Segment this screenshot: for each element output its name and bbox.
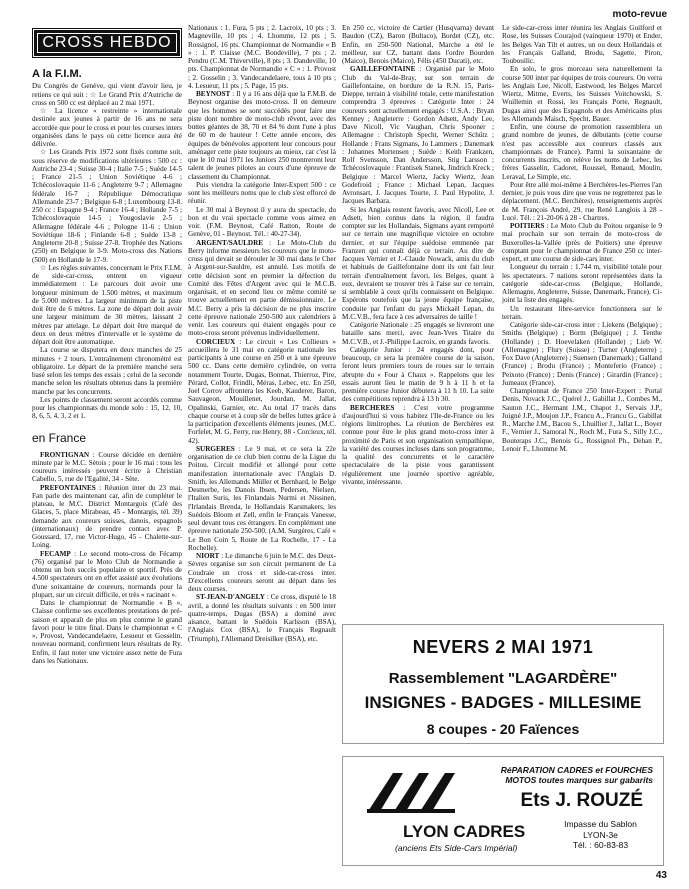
paragraph-text: : Il y a 16 ans déjà que la F.M.B. de Beynost organise des moto-cross. Il en demeure que les hommes se sont succédés pour faire une piste dont nombre de moto-club rêvent, avec des buttes géantes de 38, 70 et 84 % dont l'une à plus de 60 m de hauteur ! Cette année encore, des équipes de bénévoles apportent leur concours pour aménager cette piste toujours au mieux, car c'est là que le 10 mai 1971 les Juniors 250 montreront leur talent de jeunes pilotes au cours d'une épreuve de classement du Championnat. bbox=[188, 90, 336, 181]
paragraph bbox=[342, 206, 494, 322]
paragraph bbox=[188, 445, 336, 552]
cross-hebdo-banner bbox=[34, 30, 180, 56]
paragraph-text: Pour être allé moi-même à Berchères-les-Pierres l'an dernier, je puis vous dire que vous ne regretterez pas le déplacement. (M.C. Berchères), renseignements auprès de M. François André, 29, rue René Langlois à 28 - Lucé. Tél. : 21-20-06 à 28 - Chartres. bbox=[502, 180, 662, 222]
paragraph-text: Un restaurant libre-service fonctionnera sur le terrain. bbox=[502, 304, 662, 321]
paragraph-text: Enfin, une course de promotion rassemblera un grand nombre de jeunes, de débutants (cette course n'est pas accessible aux coureurs classés aux championnats de France). Parmi la soixantaine de concurrents inscrits, on relève les noms de Lebec, les frères Gasselin, Cadoret, Roussel, Renaud, Moulin, Leraval, Le Simple, etc. bbox=[502, 123, 662, 181]
banner-title: CROSS HEBDO bbox=[37, 33, 176, 53]
owner-name: Ets J. ROUZÉ bbox=[520, 790, 643, 811]
location-keyword: POITIERS bbox=[510, 222, 545, 230]
address bbox=[543, 819, 658, 851]
paragraph: ☆ Les Grands Prix 1972 sont fixés comme suit, sous réserve de modifications ultérieures : 500 cc : Autriche 23-4 ; Suisse 30-4 ; Italie 7-5 ; Suède 14-5 ; France 21-5 ; Union Soviétique 4-6 ; Tchécoslovaquie 11-6 ; Angleterre 9-7 ; Allemagne fédérale 16-7 ; République Démocratique Allemande 23-7 ; Belgique 6-8 ; Luxembourg 13-8. 250 cc : Espagne 9-4 ; France 16-4 ; Hollande 7-5 ; Tchécoslovaquie 14-5 ; Yougoslavie 2-5 ; Allemagne fédérale 4-6 ; Pologne 11-6 ; Union Soviétique 18-6 ; Finlande 6-8 ; Suède 13-8 ; Angleterre 20-8 ; Suisse 27-8. Trophée des Nations (250) en Belgique le 3-9. Moto-cross des Nations (500) en Hollande le 17-9. bbox=[32, 148, 182, 264]
fim-paragraphs bbox=[32, 82, 182, 420]
paragraph: Les points de classement seront accordés comme pour les championnats du monde solo : 15, 12, 10, 8, 6, 5, 4, 3, 2 et 1. bbox=[32, 395, 182, 421]
paragraph bbox=[502, 305, 662, 322]
paragraph: La course se disputera en deux manches de 25 minutes + 2 tours. L'entraînement chronométré est obligatoire. Le départ de la première manche sera basé selon les temps des essais ; celui de la seconde manche selon les résultats obtenus dans la première manche par les concurrents. bbox=[32, 346, 182, 396]
paragraph-text: Nationaux : 1. Fura, 5 pts ; 2. Lacroix, 10 pts ; 3. Magneville, 10 pts ; 4. Lhomme, 12 pts ; 5. Rossignol, 16 pts. Championnat de Normandie « B » : 1. P. Claisse (M.C. Bondeville), 7 pts ; 2. Pendru (C.M. Thiverville), 8 pts ; 3. Dandeville, 10 pts. Championnat de Normandie « C » : 1. Provost ; 2. Gosselin ; 3. Vandecandelaere, tous à 10 pts ; 4. Lesueur, 11 pts ; 5. Page, 15 pts. bbox=[188, 24, 336, 90]
paragraph-text: : C'est votre programme d'aujourd'hui si vous habitez l'Ile-de-France ou les régions limitrophes. La réunion de Berchères est connue pour être le plus grand moto-cross inter à proximité de Paris et son organisation sympathique, la variété des courses incluses dans son programme, la qualité des concurrents et le caractère spectaculaire de la piste vous garantissent régulièrement une journée sportive agréable, vivante, intéressante. bbox=[342, 403, 494, 486]
paragraph-text: Dans le championnat de Normandie « B », Claisse confirme ses excellentes prestations de pré-saison et apparaît de plus en plus comme le grand favori pour le titre final. Dans le championnat « C », Provost, Vandecandelaere, Lesueur et Gosselin, nouveau normand, confirment leurs résultats de Ry. Enfin, il faut noter une victoire assez nette de Fura dans les Nationaux. bbox=[32, 599, 182, 665]
en-france-heading: en France bbox=[32, 430, 87, 445]
column-4 bbox=[502, 24, 662, 620]
paragraph-text: En 250 cc, victoire de Cartier (Husqvarna) devant Baudon (CZ), Baron (Bultaco), Bordet (CZ), etc. Enfin, en 250-500 National, Marche a été le meilleur, sur CZ, battant dans l'ordre Bourden (Maico), Benois (Maico), Félis (450 Ducati), etc. bbox=[342, 24, 494, 65]
location-keyword: BERCHERES bbox=[350, 403, 395, 412]
paragraph-text: : Réunion inter du 23 mai. Fan parle des maintenant car, afin de compléter le plateau, le M.C. District Montargois (Café des Glaces, 5, place Mirabeau, 45 - Montargis, tél. 39) demande aux coureurs suisses, danois, espagnols (internationaux) de prendre contact avec P. Goussard, 17, rue Victor-Hugo, 45 - Chalette-sur-Loing. bbox=[32, 483, 182, 550]
paragraph-text: Le 30 mai à Beynost il y aura du spectacle, du bon et du vrai spectacle comme vous aimez en voir. (F.M. Beynost, Café Ratton, Route de Genève, 01 - Beynost. Tél. : 40-27-34). bbox=[188, 205, 336, 239]
column-1 bbox=[32, 24, 182, 869]
paragraph-text: : Le second moto-cross de Fécamp (76) organisé par le Moto Club de Normandie a obtenu un bon succès populaire et sportif. Près de 4.500 spectateurs ont en effet assisté aux évolutions d'une soixantaine de coureurs, normands pour la plupart, sur un circuit difficile, et très « racinant ». bbox=[32, 549, 182, 599]
lyon-cadres-logo-icon bbox=[363, 769, 463, 817]
paragraph bbox=[188, 181, 336, 206]
location-keyword: FECAMP bbox=[40, 549, 71, 558]
column-3 bbox=[342, 24, 494, 620]
ad-date: NEVERS 2 MAI 1971 bbox=[412, 637, 594, 657]
paragraph bbox=[502, 222, 662, 263]
paragraph bbox=[32, 484, 182, 550]
paragraph bbox=[342, 321, 494, 346]
paragraph bbox=[502, 123, 662, 181]
paragraph bbox=[502, 65, 662, 123]
fim-heading: A la F.I.M. bbox=[32, 68, 82, 80]
address-line-2: LYON-3e bbox=[583, 829, 618, 840]
lagardere-ad bbox=[342, 624, 664, 744]
company-subtitle: (anciens Ets Side-Cars Impérial) bbox=[395, 843, 518, 853]
paragraph-text: : Le Moto Club du Poitou organise le 9 mai prochain sur son terrain de moto-cross de Buxerolles-la-Vallée (près de Poitiers) une épreuve comptant pour le championnat de France 250 cc inter-expert, et une course de side-cars inter. bbox=[502, 222, 662, 263]
paragraph-text: Championnat de France 250 Inter-Expert : Portal Denis, Novack J.C., Quérel J., Gabillat J., Combes M., Sauton J.C., Hermant J.M., Chapot J., Servais J.P., Juigné J.P., Moujon J.P., Francu A., Francu G., Gabillat R., Marche J.M., Bacou S., Lhuillier J., Jallat L., Boyer F., Vernier J., Samoral N., Roch M., Fura S., Silly J.C., Bouteraps J.C., Benois G., Rossignol Ph., Dehan P., Lenoir F., Lhomme M. bbox=[502, 387, 662, 453]
tagline-1: RéPARATION CADRES et FOURCHES bbox=[500, 765, 653, 775]
paragraph bbox=[188, 206, 336, 239]
paragraph bbox=[342, 24, 494, 65]
lyon-cadres-ad bbox=[342, 756, 664, 866]
company-name: LYON CADRES bbox=[403, 822, 526, 841]
paragraph bbox=[188, 338, 336, 445]
location-keyword: PREFONTAINES bbox=[40, 483, 96, 492]
paragraph bbox=[342, 346, 494, 404]
paragraph-text: Catégorie Nationale : 25 engagés se livreront une bataille sans merci, avec Jean-Yves Titaire du M.C.V.B., et J.-Philippe Lacroix, en grands favoris. bbox=[342, 321, 494, 346]
column-2 bbox=[188, 24, 336, 869]
paragraph: ☆ Les règles suivantes, concernant le Prix F.I.M. de side-car-cross, entrent en vigueur immédiatement : Le parcours doit avoir une longueur minimum de 1.500 mètres, et maximum de 5.000 mètres. La largeur minimum de la piste doit être de 6 mètres. La zone de départ doit avoir une largeur minimum de 30 mètres, laissant 2 mètres par attelage. Le départ doit être marqué de deux en deux mètres d'intervalle et le système de départ doit être automatique. bbox=[32, 263, 182, 346]
paragraph bbox=[502, 24, 662, 65]
address-line-1: Impasse du Sablon bbox=[564, 819, 637, 829]
paragraph bbox=[188, 552, 336, 593]
paragraph-text: En solo, le gros morceau sera naturellement la course 500 inter par équipes de trois coureurs. On verra les Anglais Lee, Nicoll, Eastwood, les Belges Marcel Wiertz, Mitme, Everts, les Suisses Voitchowski, S. Wuillemin et Rossi, les Français Porte, Regnault, Dugas ainsi que des Espagnols et des Américains plus les Allemands Maisch, Specht, Bauer. bbox=[502, 65, 662, 123]
paragraph: ☆ La licence « restreinte » internationale destinée aux jeunes à partir de 16 ans ne sera accordée que pour le cross et pour les courses inters organisées dans le pays où cette licence aura été délivrée. bbox=[32, 107, 182, 148]
paragraph-text: : Ce cross, disputé le 18 avril, a donné les résultats suivants : en 500 inter quatre-temps, Dugas (BSA) a dominé avec aisance, battant le Suédois Karlsson (BSA), l'Anglais Cox (BSA), le Français Regnault (Triumph), l'Allemand Dreisilker (BSA), etc. bbox=[188, 593, 336, 643]
ad-tagline bbox=[453, 765, 653, 785]
paragraph-text: : Le Moto-Club du Berry informe messieurs les coureurs que le moto-cross qui devait se dérouler le 30 mai dans le Cher à Argent-sur-Sauldre, est annulé. Les motifs de cette décision sont en premier la défection du Comité des Fêtes d'Argent avec qui le M.C.B. organisait, et en second lieu ce même comité se trouve actuellement en partie démissionnaire. Le M.C. Berry a pris la décision de ne plus inscrire cette épreuve nationale 250-500 aux calendriers à venir. Les coureurs qui étaient engagés pour ce moto-cross seront prévenus individuellement. bbox=[188, 238, 336, 338]
paragraph bbox=[188, 593, 336, 643]
paragraph bbox=[32, 451, 182, 484]
paragraph bbox=[188, 239, 336, 338]
ad-title: Rassemblement "LAGARDÈRE" bbox=[388, 670, 618, 687]
location-keyword: SURGERES bbox=[196, 444, 235, 453]
location-keyword: GAILLEFONTAINE bbox=[350, 65, 416, 74]
paragraph-text: : Le circuit « Les Collieurs » accueillera le 31 mai en catégorie nationale les participants à une course en 250 et à une épreuve 500 cc. Dans cette dernière cylindrée, on verra notamment Tourte, Dugas, Bonnat, Thierroz, Pire, Pérard, Collot, Frindli, Méras, Lebec, etc. En 250, Joel Corrov affrontera les Keeb, Kauderer, Baron, Sauvageon, Mouillenet, Jourdan, M. Jallat, Opalinski, Garnier, etc. Au total 17 tracés dans chaque course et à coup sûr de belles luttes grâce à la participation d'excellents éléments jeunes. (M.C. Forfelet, M. G. Ferry, rue Henry, 88 - Corcieux, tél. 42). bbox=[188, 337, 336, 445]
location-keyword: BEYNOST bbox=[196, 90, 231, 98]
paragraph-text: Catégorie side-car-cross inter : Liekens (Belgique) ; Smiths (Belgique) ; Borm (Belgique) ; J. Tenthe (Hollande) ; D. Hoevelaken (Hollande) ; Lieb W. (Allemagne) ; Flury (Suisse) ; Turner (Angleterre) ; Fox Dave (Angleterre) ; Suensen (Danemark) ; Galland (France) ; Brodu (France) ; Monteferio (France) ; Peixoto (France) ; Denis (France) ; Girardin (France) ; Jumeaux (France). bbox=[502, 321, 662, 387]
paragraph bbox=[342, 404, 494, 487]
paragraph bbox=[502, 321, 662, 387]
paragraph-text: : Course décidée en dernière minute par le M.C. Sètois ; pour le 16 mai : tous les coureurs intéressés peuvent écrire à Christian Cabello, 5, rue de l'Egalité, 34 - Sète. bbox=[32, 450, 182, 484]
paragraph bbox=[342, 65, 494, 205]
paragraph-text: Longueur du terrain : 1.744 m, visibilité totale pour les spectateurs. 7 nations seront représentées dans la catégorie side-car-cross (Belgique, Hollande, Allemagne, Angleterre, Suisse, Danemark, France). Ci-joint la liste des engagés. bbox=[502, 263, 662, 305]
paragraph-text: : Le dimanche 6 juin le M.C. des Deux-Sèvres organise sur son circuit permanent de La Coudraie un cross et side-car-cross inter. D'excellents coureurs seront au départ dans les deux courses. bbox=[188, 552, 336, 593]
paragraph: Du Congrès de Genève, qui vient d'avoir lieu, je retiens ce qui suit : ☆ Le Grand Prix d'Autriche de cross en 500 cc est déplacé au 2 mai 1971. bbox=[32, 82, 182, 107]
paragraph bbox=[188, 90, 336, 181]
paragraph-text: Catégorie Junior : 24 engagés dont, pour beaucoup, ce sera la première course de la saison, feront leurs premiers tours de roues sur le terrain abrupte du « Four à Chaux ». Rappelons que les essais auront lieu le matin de 9 h à 11 h et la première course Junior débutera à 11 h 10. La suite des compétitions reprendra à 13 h 30. bbox=[342, 345, 494, 404]
paragraph-text: Puis viendra la catégorie Inter-Expert 500 : ce sont les meilleurs noms que le club s'est efforcé de réunir. bbox=[188, 180, 336, 206]
location-keyword: ST-JEAN-D'ANGELY bbox=[196, 593, 265, 602]
paragraph bbox=[502, 263, 662, 304]
magazine-name: moto-revue bbox=[612, 9, 667, 20]
france-news bbox=[32, 451, 182, 666]
location-keyword: CORCIEUX bbox=[196, 337, 236, 346]
tagline-2: MOTOS toutes marques sur gabarits bbox=[505, 775, 653, 785]
paragraph bbox=[502, 181, 662, 222]
location-keyword: NIORT bbox=[196, 552, 220, 560]
paragraph bbox=[32, 599, 182, 665]
phone: Tél. : 60-83-83 bbox=[572, 840, 629, 850]
ad-line: INSIGNES - BADGES - MILLESIME bbox=[364, 693, 642, 712]
ad-prizes: 8 coupes - 20 Faïences bbox=[426, 721, 580, 737]
paragraph bbox=[32, 550, 182, 600]
paragraph bbox=[502, 387, 662, 453]
page-number: 43 bbox=[655, 870, 667, 881]
paragraph-text: : Le 9 mai, et ce sera la 22e organisation de ce club bien connu de la Ligue du Poitou. Circuit modifié et allongé pour cette manifestation internationale avec l'Anglais D. Smith, les Allemands Müller et Bernhard, le Belge Desmerbe, les Danois Ibsen, Pedersen, Nielsen, l'Italien Suris, les Finlandais Nurmi et Nissinen, l'Irlandais Brenda, le Hollandais Karsmakers, les Suédois Bloom et Zell, enfin le Français Vanesse, seul devant tous ces étrangers. En complément une épreuve nationale 250-500. (A.M. Surgères, Café « Le Bon Coin 5, Route de La Rochelle, 17 - La Rochelle). bbox=[188, 444, 336, 552]
paragraph-text: : Organisé par le Moto Club du Val-de-Bray, sur son terrain de Gaillefontaine, en bordure de la R.N. 15, Paris-Dieppe, terrain à visibilité totale, cette manifestation comprendra 3 épreuves : Catégorie Inter : 24 coureurs sont actuellement engagés : U.S.A. : Bryan Kenney ; Angleterre : Gordon Adsett, Andy Lee, Dave Nicoll, Vic Vaughan, Chris Spooner ; Allemagne : Christoph Specht, Werner Schütz ; Hollande : Frans Sigmans, Jo Lammers ; Danemark : Johannes Mortensen ; Suède : Keith Frankzen, Rolf Svensson, Dan Andersson, Stig Larsson ; Tchécoslovaquie : Frantisek Stanek, Jindrich Kreck ; Belgique : Marcel Wiertz, Jacky Wiertz, Jean Godefroid ; France : Michael Lepan, Jacques Avronsart, J. Jacques Tourte, J. Paul Hypolite, J. Jacques Barbara. bbox=[342, 65, 494, 206]
paragraph-text: Si les Anglais restent favoris, avec Nicoll, Lee et Adsett, bien connus dans la région, il faudra compter sur les Hollandais, Sigmans ayant remporté sur ce terrain une magnifique victoire en octobre dernier, et sur l'équipe suédoise emmenée par Franzen qui connaît déjà ce terrain. Au dire de Jacques Vernier et J.-Claude Nowack, amis du club et habitués de Gaillefontaine dont ils ont fait leur terrain d'entraînement favori, les Belges, quant à eux, devraient se trouver très à l'aise sur ce terrain, si semblable à ceux qu'ils connaissent en Belgique. Espérons toutefois que la jeune équipe française, conduite par l'enfant du pays Mickaël Lepan, du M.C.V.B., fera face à ces adversaires de taille ! bbox=[342, 205, 494, 321]
paragraph-text: Le side-car-cross inter réunira les Anglais Guilford et Rose, les Suisses Courajod (vainqueur 1970) et Ender, les Belges Van Tilt et autres, un ou deux Hollandais et les Français Galland, Brodu, Sagette, Piron, Toubouilic. bbox=[502, 24, 662, 65]
location-keyword: ARGENT/SAULDRE bbox=[196, 238, 264, 247]
paragraph bbox=[188, 24, 336, 90]
location-keyword: FRONTIGNAN bbox=[40, 450, 90, 459]
